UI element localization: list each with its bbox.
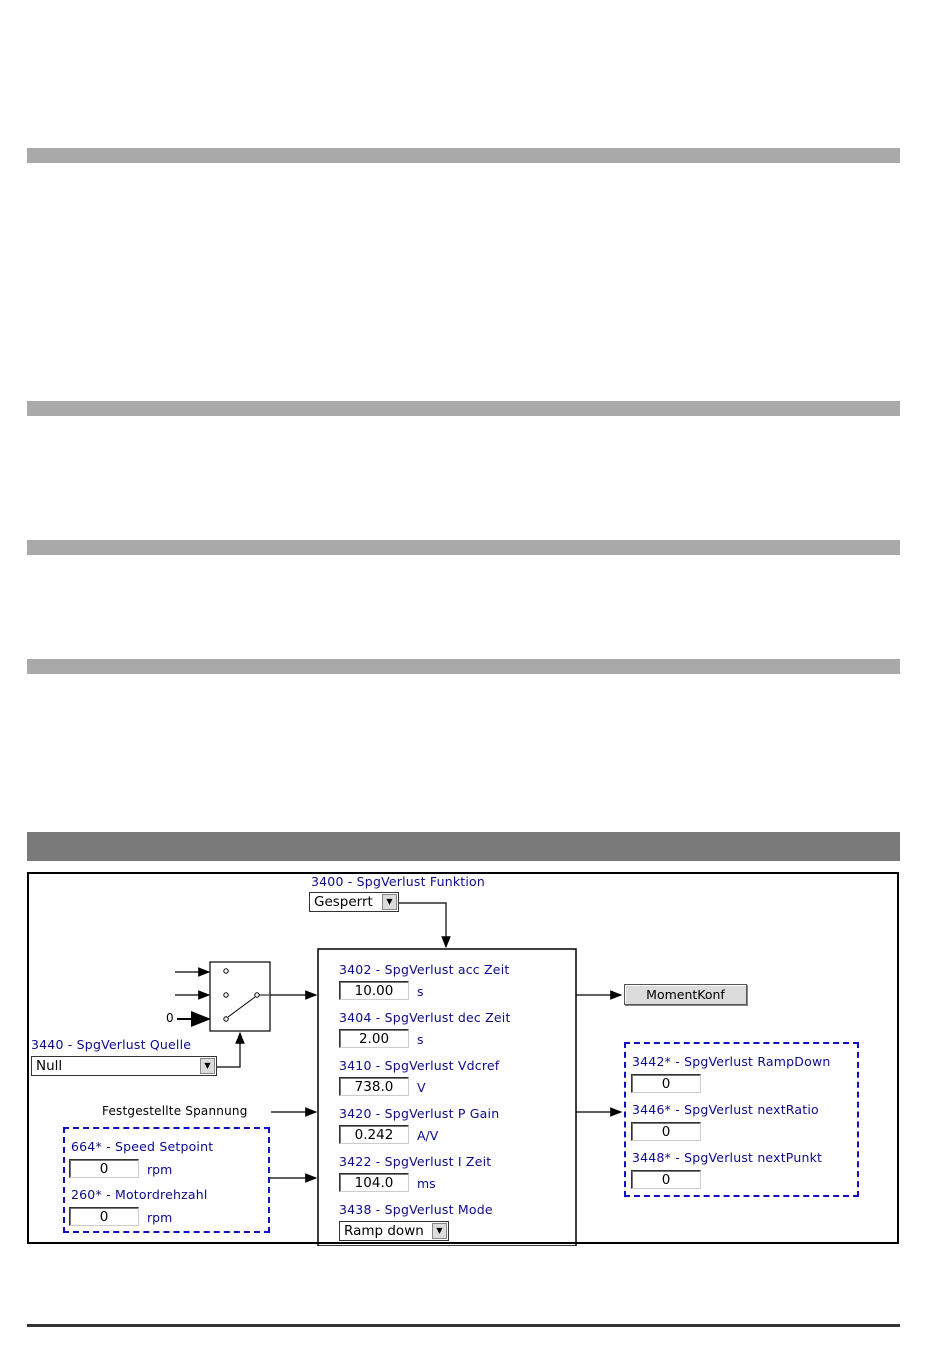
funktion-select[interactable]: [309, 892, 399, 912]
param-acc-zeit-label: 3402 - SpgVerlust acc Zeit: [339, 962, 510, 977]
param-dec-zeit-unit: s: [417, 1032, 424, 1047]
param-acc-zeit-unit: s: [417, 984, 424, 999]
motordrehzahl-field: 0: [69, 1207, 139, 1226]
param-i-zeit-label: 3422 - SpgVerlust I Zeit: [339, 1154, 492, 1169]
param-vdcref-label: 3410 - SpgVerlust Vdcref: [339, 1058, 500, 1073]
param-p-gain-label: 3420 - SpgVerlust P Gain: [339, 1106, 500, 1121]
voltage-loss-diagram: [27, 872, 899, 1244]
mode-select-value: Ramp down: [344, 1223, 424, 1239]
motordrehzahl-unit: rpm: [147, 1210, 173, 1225]
section-bar-5: [27, 832, 900, 861]
output-nextpunkt-field: 0: [631, 1170, 701, 1189]
param-acc-zeit-field[interactable]: 10.00: [339, 981, 409, 1000]
param-vdcref-field[interactable]: 738.0: [339, 1077, 409, 1096]
param-vdcref-unit: V: [417, 1080, 426, 1095]
chevron-down-icon[interactable]: ▼: [382, 894, 397, 910]
speed-setpoint-field: 0: [69, 1159, 139, 1178]
section-bar-1: [27, 148, 900, 163]
speed-setpoint-label: 664* - Speed Setpoint: [71, 1139, 214, 1154]
section-bar-2: [27, 401, 900, 416]
section-bar-3: [27, 540, 900, 555]
output-nextratio-field: 0: [631, 1122, 701, 1141]
chevron-down-icon[interactable]: ▼: [432, 1223, 447, 1239]
param-dec-zeit-label: 3404 - SpgVerlust dec Zeit: [339, 1010, 511, 1025]
festgestellte-spannung-label: Festgestellte Spannung: [102, 1104, 248, 1118]
chevron-down-icon[interactable]: ▼: [200, 1058, 215, 1074]
output-rampdown-label: 3442* - SpgVerlust RampDown: [632, 1054, 831, 1069]
output-rampdown-field: 0: [631, 1074, 701, 1093]
momentkonf-button[interactable]: MomentKonf: [624, 984, 747, 1005]
funktion-select-value: Gesperrt: [314, 894, 373, 910]
param-p-gain-unit: A/V: [417, 1128, 439, 1143]
switch-zero-input-label: 0: [166, 1011, 174, 1025]
source-switch-block: [210, 962, 270, 1031]
param-i-zeit-unit: ms: [417, 1176, 436, 1191]
motordrehzahl-label: 260* - Motordrehzahl: [71, 1187, 208, 1202]
mode-label: 3438 - SpgVerlust Mode: [339, 1202, 493, 1217]
output-nextratio-label: 3446* - SpgVerlust nextRatio: [632, 1102, 819, 1117]
funktion-label: 3400 - SpgVerlust Funktion: [311, 874, 485, 889]
output-nextpunkt-label: 3448* - SpgVerlust nextPunkt: [632, 1150, 823, 1165]
quelle-label: 3440 - SpgVerlust Quelle: [31, 1037, 192, 1052]
param-i-zeit-field[interactable]: 104.0: [339, 1173, 409, 1192]
footer-rule: [27, 1324, 900, 1327]
mode-select[interactable]: [339, 1221, 449, 1241]
param-p-gain-field[interactable]: 0.242: [339, 1125, 409, 1144]
quelle-select-value: Null: [36, 1058, 63, 1074]
quelle-select[interactable]: [31, 1056, 217, 1076]
section-bar-4: [27, 659, 900, 674]
param-dec-zeit-field[interactable]: 2.00: [339, 1029, 409, 1048]
speed-setpoint-unit: rpm: [147, 1162, 173, 1177]
